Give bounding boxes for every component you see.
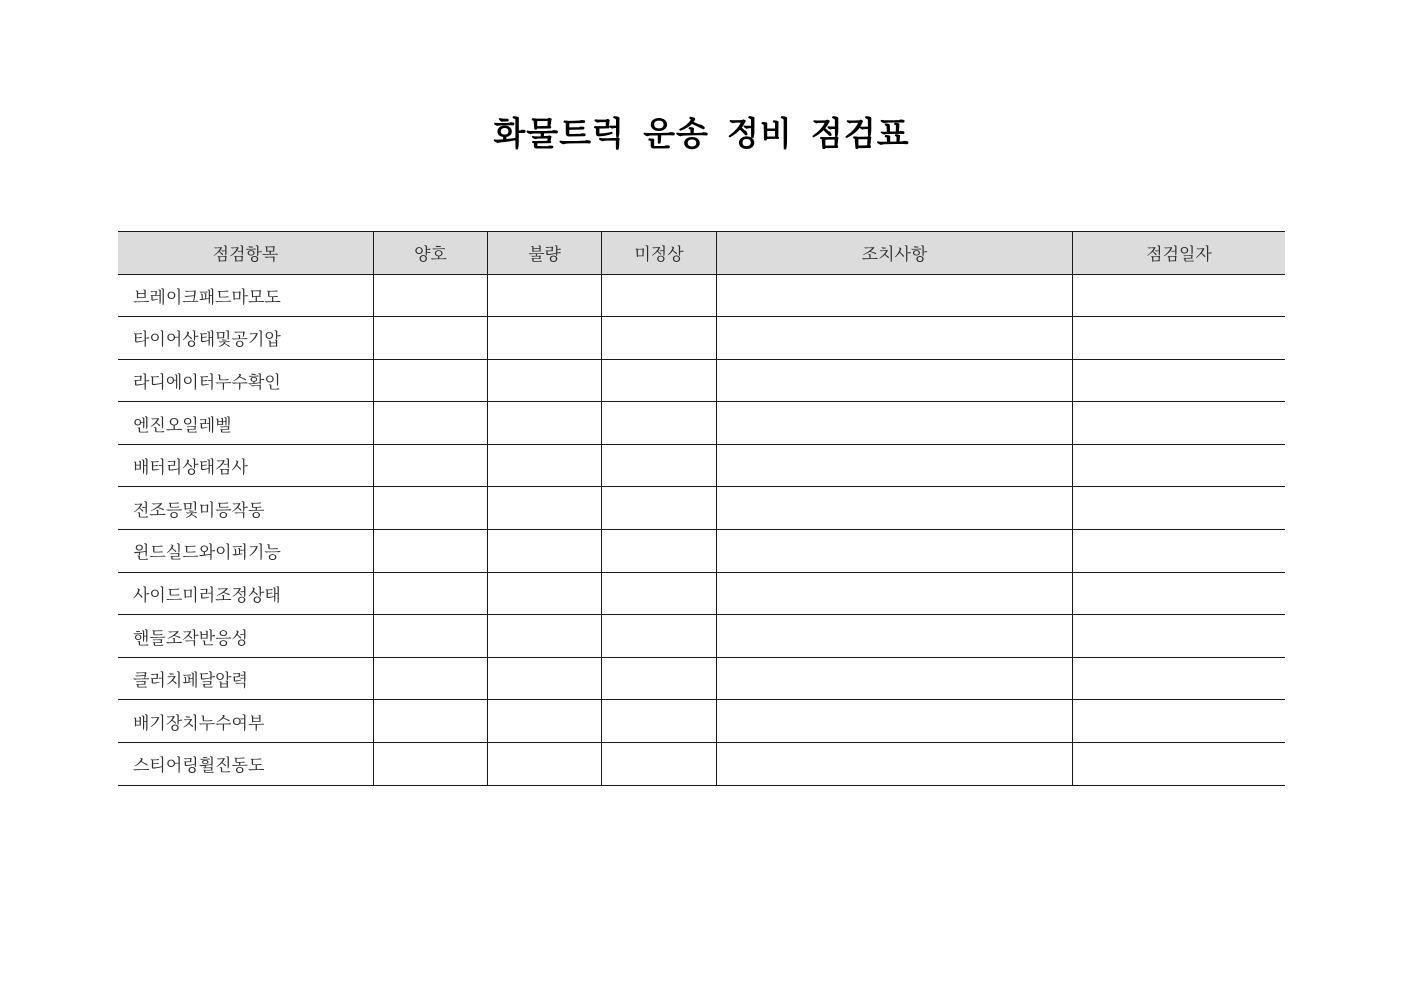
cell-action [717,317,1073,359]
cell-bad [488,360,602,402]
cell-abnormal [602,317,717,359]
table-row [118,700,1285,743]
item-label: 엔진오일레벨 [118,402,374,444]
cell-date [1073,445,1285,487]
table-row [118,487,1285,530]
header-inspection-date: 점검일자 [1146,245,1212,265]
cell-date [1073,530,1285,572]
item-label: 윈드실드와이퍼기능 [118,530,374,572]
table-header-row [118,231,1285,275]
cell-good [374,743,488,785]
checklist-table [118,231,1285,786]
cell-date [1073,487,1285,529]
cell-abnormal [602,275,717,317]
cell-abnormal [602,615,717,657]
table-row [118,445,1285,488]
table-row [118,530,1285,573]
cell-bad [488,658,602,700]
cell-good [374,700,488,742]
cell-action [717,658,1073,700]
cell-bad [488,317,602,359]
cell-date [1073,275,1285,317]
item-label: 배기장치누수여부 [118,700,374,742]
cell-date [1073,573,1285,615]
item-label: 스티어링휠진동도 [118,743,374,785]
item-label: 라디에이터누수확인 [118,360,374,402]
table-row [118,360,1285,403]
cell-action [717,700,1073,742]
cell-action [717,445,1073,487]
cell-bad [488,700,602,742]
cell-date [1073,615,1285,657]
item-label: 배터리상태검사 [118,445,374,487]
cell-abnormal [602,573,717,615]
cell-abnormal [602,743,717,785]
cell-abnormal [602,530,717,572]
cell-action [717,615,1073,657]
cell-abnormal [602,445,717,487]
cell-bad [488,445,602,487]
cell-good [374,360,488,402]
cell-date [1073,743,1285,785]
cell-good [374,573,488,615]
cell-bad [488,402,602,444]
cell-action [717,487,1073,529]
cell-good [374,487,488,529]
header-bad: 불량 [488,232,602,274]
cell-bad [488,530,602,572]
cell-good [374,615,488,657]
cell-abnormal [602,487,717,529]
table-row [118,275,1285,318]
cell-good [374,317,488,359]
table-row [118,658,1285,701]
cell-action [717,743,1073,785]
cell-abnormal [602,658,717,700]
cell-date [1073,317,1285,359]
table-row [118,615,1285,658]
cell-good [374,658,488,700]
table-row [118,573,1285,616]
header-abnormal: 미정상 [602,232,717,274]
header-action: 조치사항 [717,232,1073,274]
cell-bad [488,743,602,785]
item-label: 클러치페달압력 [118,658,374,700]
cell-good [374,402,488,444]
cell-action [717,360,1073,402]
item-label: 전조등및미등작동 [118,487,374,529]
item-label: 핸들조작반응성 [118,615,374,657]
cell-bad [488,275,602,317]
cell-abnormal [602,402,717,444]
cell-date [1073,658,1285,700]
cell-bad [488,615,602,657]
cell-bad [488,487,602,529]
cell-good [374,445,488,487]
item-label: 사이드미러조정상태 [118,573,374,615]
table-row [118,743,1285,786]
cell-action [717,275,1073,317]
table-row [118,317,1285,360]
cell-date [1073,402,1285,444]
cell-action [717,402,1073,444]
cell-bad [488,573,602,615]
header-good: 양호 [374,232,488,274]
header-inspection-item: 점검항목 [118,232,374,274]
item-label: 브레이크패드마모도 [118,275,374,317]
cell-good [374,530,488,572]
item-label: 타이어상태및공기압 [118,317,374,359]
page-title: 화물트럭 운송 정비 점검표 [493,115,910,152]
cell-action [717,530,1073,572]
cell-abnormal [602,360,717,402]
cell-date [1073,360,1285,402]
cell-action [717,573,1073,615]
cell-date [1073,700,1285,742]
table-row [118,402,1285,445]
cell-good [374,275,488,317]
cell-abnormal [602,700,717,742]
